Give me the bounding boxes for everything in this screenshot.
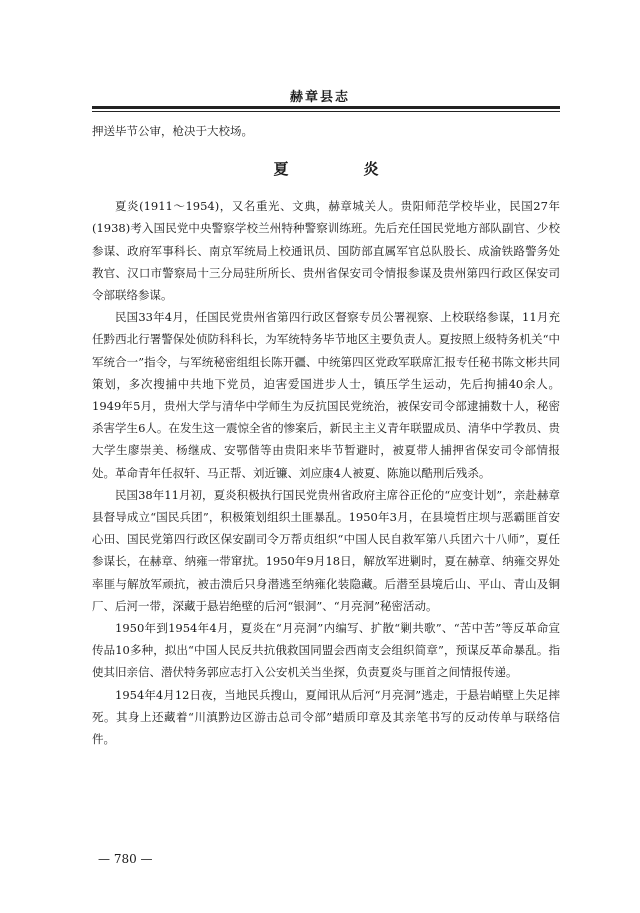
paragraph-5: 1954年4月12日夜，当地民兵搜山，夏闻讯从后河“月亮洞”逃走，于悬岩峭壁上失足摔死。其身上还藏着“川滇黔边区游击总司令部”蜡质印章及其亲笔书写的反动传单与联络信件。 xyxy=(92,687,560,747)
paragraph-2: 民国33年4月，任国民党贵州省第四行政区督察专员公署视察、上校联络参谋，11月充任黔西北行署警保处侦防科科长，为军统特务毕节地区主要负责人。夏按照上级特务机关“中军统合一”指令，与军统秘密组组长陈开疆、中统第四区党政军联席汇报专任秘书陈文彬共同策划，多次搜捕中共地下党员，迫害爱国进步人士，镇压学生运动，先后拘捕40余人。1949年5月，贵州大学与清华中学师生为反抗国民党统治，被保安司令部逮捕数十人，秘密杀害学生6人。在发生这一震惊全省的惨案后，新民主主义青年联盟成员、清华中学教员、贵大学生廖崇美、杨继成、安鄂偕等由贵阳来毕节暂避时，被夏带人捕押省保安司令部情报处。革命青年任叔轩、马正帮、刘近镰、刘应康4人被夏、陈施以酷刑后残杀。 xyxy=(92,310,560,480)
carryover-paragraph: 押送毕节公审，枪决于大校场。 xyxy=(92,124,253,138)
running-header: 赫章县志 xyxy=(289,90,350,105)
paragraph-3: 民国38年11月初，夏炎积极执行国民党贵州省政府主席谷正伦的“应变计划”，亲赴赫章县督导成立“国民兵团”，积极策划组织土匪暴乱。1950年3月，在县境哲庄坝与恶霸匪首安心田、国民党第四行政区保安副司令万帮贞组织“中国人民自救军第八兵团六十八师”，夏任参谋长，在赫章、纳雍一带窜扰。1950年9月18日，解放军进剿时，夏在赫章、纳雍交界处率匪与解放军顽抗，被击溃后只身潜逃至纳雍化装隐藏。后潜至县境后山、平山、青山及铜厂、后河一带，深藏于悬岩绝壁的后河“银洞”、“月亮洞”秘密活动。 xyxy=(92,487,560,613)
page-number: — 780 — xyxy=(98,852,153,866)
body-content xyxy=(92,120,560,750)
paragraph-4: 1950年到1954年4月，夏炎在“月亮洞”内编写、扩散“剿共歌”、“苦中苦”等反革命宣传品10多种，拟出“中国人民反共抗俄救国同盟会西南支会组织简章”，预谋反革命暴乱。指使其旧亲信、潜伏特务郭应志打入公安机关当坐探，负责夏炎与匪首之间情报传递。 xyxy=(92,621,560,680)
header-rule-thick xyxy=(92,106,560,109)
section-title: 夏 炎 xyxy=(273,160,409,179)
paragraph-1: 夏炎(1911～1954)，又名重光、文典，赫章城关人。贵阳师范学校毕业，民国27年(1938)考入国民党中央警察学校兰州特种警察训练班。先后充任国民党地方部队副官、少校参谋、政府军事科长、南京军统局上校通讯员、国防部直属军官总队股长、成渝铁路警务处教官、汉口市警察局十三分局驻所所长、贵州省保安司令情报参谋及贵州第四行政区保安司令部联络参谋。 xyxy=(92,199,560,303)
header-rule-thin xyxy=(92,111,560,112)
